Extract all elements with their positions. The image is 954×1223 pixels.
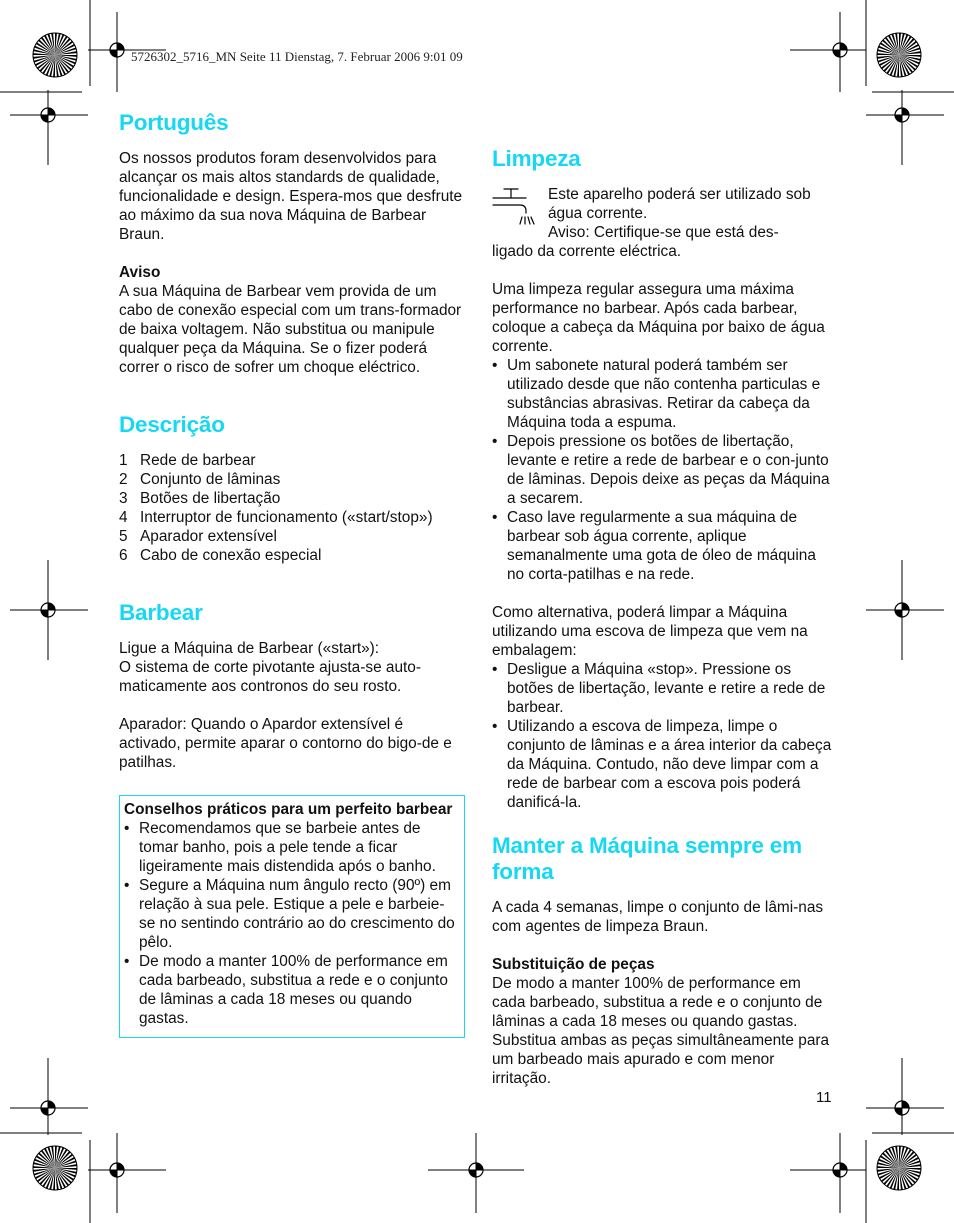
section-title-limpeza: Limpeza: [492, 146, 581, 171]
list-item: 1 Rede de barbear: [119, 452, 256, 469]
list-item: • Recomendamos que se barbeie antes de tomar banho, pois a pele tende a ficar ligeiramente mais distendida após o banho.: [124, 819, 460, 876]
tips-box: [119, 795, 465, 1038]
tap-text-3: ligado da corrente eléctrica.: [492, 243, 682, 260]
list-item: 6 Cabo de conexão especial: [119, 547, 322, 564]
print-slug: 5726302_5716_MN Seite 11 Dienstag, 7. Februar 2006 9:01 09: [131, 49, 463, 64]
section-title-barbear: Barbear: [119, 600, 203, 625]
section-title-manter: Manter a Máquina sempre em forma: [492, 833, 802, 884]
intro-paragraph: Os nossos produtos foram desenvolvidos para alcançar os mais altos standards de qualidade, funcionalidade e design. Espera-mos que desfrute ao máximo da sua nova Máquina de Barbear Braun.: [119, 150, 463, 243]
regular-cleaning-paragraph: Uma limpeza regular assegura uma máxima performance no barbear. Após cada barbear, coloque a cabeça da Máquina por baixo de água corrente.: [492, 281, 825, 355]
tap-text-2: Aviso: Certifique-se que está des-: [548, 224, 779, 241]
list-item: 4 Interruptor de funcionamento («start/stop»): [119, 509, 433, 526]
section-title-portugues: Português: [119, 110, 229, 135]
tips-heading: Conselhos práticos para um perfeito barbear: [124, 801, 453, 818]
tap-text-1: Este aparelho poderá ser utilizado sob água corrente.: [548, 186, 811, 222]
alternative-paragraph: Como alternativa, poderá limpar a Máquina utilizando uma escova de limpeza que vem na embalagem:: [492, 604, 808, 659]
parts-list: [119, 451, 465, 565]
running-water-tap-icon: [492, 185, 548, 242]
list-item: 3 Botões de libertação: [119, 490, 281, 507]
tips-list: [124, 819, 460, 1028]
barbear-line-2: O sistema de corte pivotante ajusta-se auto-maticamente aos contronos do seu rosto.: [119, 659, 421, 695]
left-column: [119, 110, 465, 1038]
section-title-descricao: Descrição: [119, 412, 225, 437]
list-item: • Segure a Máquina num ângulo recto (90º) em relação à sua pele. Estique a pele e barbeie-se no sentindo contrário ao do crescimento do pêlo.: [124, 876, 460, 952]
list-item: • Caso lave regularmente a sua máquina de barbear sob água corrente, aplique semanalmente uma gota de óleo de máquina no corta-patilhas e na rede.: [492, 508, 835, 584]
alternative-list: [492, 660, 835, 812]
list-item: 2 Conjunto de lâminas: [119, 471, 281, 488]
tap-notice: [492, 185, 835, 242]
list-item: 5 Aparador extensível: [119, 528, 277, 545]
list-item: • Utilizando a escova de limpeza, limpe o conjunto de lâminas e a área interior da cabeça da Máquina. Contudo, não deve limpar com a rede de barbear com a escova pois poderá danificá-la.: [492, 717, 835, 812]
substituicao-paragraph: De modo a manter 100% de performance em cada barbeado, substitua a rede e o conjunto de lâminas a cada 18 meses ou quando gastas. Substitua ambas as peças simultâneamente para um barbeado mais apurado e com menor irritação.: [492, 975, 830, 1087]
list-item: • Desligue a Máquina «stop». Pressione os botões de libertação, levante e retire a rede de barbear.: [492, 660, 835, 717]
list-item: • De modo a manter 100% de performance em cada barbeado, substitua a rede e o conjunto de lâminas a cada 18 meses ou quando gastas.: [124, 952, 460, 1028]
list-item: • Um sabonete natural poderá também ser utilizado desde que não contenha particulas e substâncias abrasivas. Retirar da cabeça da Máquina toda a espuma.: [492, 356, 835, 432]
aparador-paragraph: Aparador: Quando o Apardor extensível é activado, permite aparar o contorno do bigo-de e patilhas.: [119, 716, 452, 771]
substituicao-heading: Substituição de peças: [492, 956, 655, 973]
manter-paragraph: A cada 4 semanas, limpe o conjunto de lâmi-nas com agentes de limpeza Braun.: [492, 899, 824, 935]
right-column: [492, 146, 835, 1088]
barbear-line-1: Ligue a Máquina de Barbear («start»):: [119, 640, 380, 657]
cleaning-list: [492, 356, 835, 584]
warning-paragraph: A sua Máquina de Barbear vem provida de um cabo de conexão especial com um trans-formador de baixa voltagem. Não substitua ou manipule qualquer peça da Máquina. Se o fizer poderá correr o risco de sofrer um choque eléctrico.: [119, 283, 462, 376]
list-item: • Depois pressione os botões de libertação, levante e retire a rede de barbear e o con-junto de lâminas. Depois deixe as peças da Máquina a secarem.: [492, 432, 835, 508]
warning-heading: Aviso: [119, 264, 161, 281]
page-number: 11: [816, 1089, 832, 1106]
